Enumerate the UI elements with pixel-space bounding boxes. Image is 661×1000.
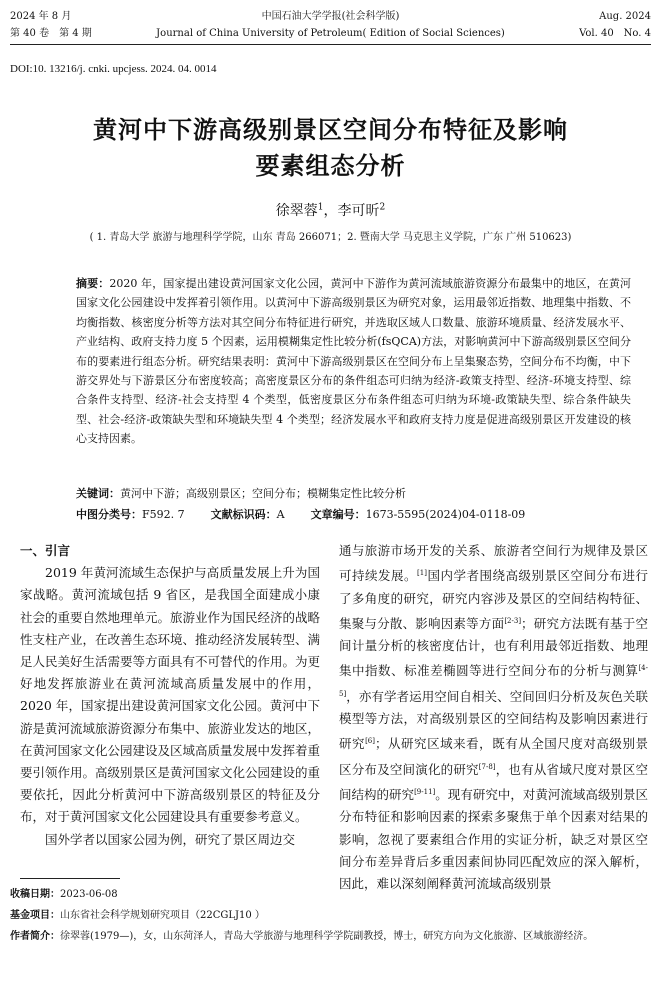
author-1-affil: 1 bbox=[317, 202, 324, 213]
doi: DOI:10. 13216/j. cnki. upcjess. 2024. 04. 0014 bbox=[10, 63, 217, 75]
classification-line bbox=[76, 506, 631, 522]
doc-code-label: 文献标识码： bbox=[210, 508, 277, 521]
fund-label: 基金项目： bbox=[10, 910, 60, 921]
paragraph-2: 国外学者以国家公园为例，研究了景区周边交 bbox=[45, 831, 296, 847]
paragraph-continued bbox=[339, 540, 648, 895]
title-line-2: 要素组态分析 bbox=[255, 152, 406, 180]
keywords-text: 黄河中下游；高级别景区；空间分布；模糊集定性比较分析 bbox=[120, 487, 406, 500]
section-heading: 一、引言 bbox=[20, 543, 71, 558]
paragraph-1: 2019 年黄河流域生态保护与高质量发展上升为国家战略。黄河流域包括 9 省区，是我国全面建成小康社会的重要自然地理单元。旅游业作为国民经济的战略性支柱产业，在改善生态环境、推动经济发展转型、满足人民美好生活需要等方面具有不可替代的作用。为更好地发挥旅游业在黄河流域高质量发展中的作用，2020 年，国家提出建设黄河国家文化公园。黄河中下游是黄河流域旅游资源分布集中、旅游业发达的地区，在黄河国家文化公园建设及区域高质量发展中发挥着重要引领作用。高级别景区是黄河国家文化公园建设的重要依托，因此分析黄河中下游高级别景区的特征及分布，对于黄河国家文化公园建设具有重要参考意义。 bbox=[20, 565, 321, 825]
author-separator: ， bbox=[323, 203, 338, 219]
text-segment: 。现有研究中，对黄河流域高级别景区分布特征和影响因素的探索多聚焦于单个因素对结果的影响，忽视了要素组合作用的实证分析，缺乏对景区空间分布差异背后多重因素间协同匹配效应的深入解析，因此，难以深刻阐释黄河流域高级别景 bbox=[339, 787, 648, 891]
received-value: 2023-06-08 bbox=[60, 889, 118, 900]
author-2: 李可昕 bbox=[337, 203, 380, 219]
header-volume: 第 40 卷 第 4 期 bbox=[10, 28, 92, 39]
citation-ref: [9-11] bbox=[414, 787, 436, 796]
text-segment: 通与旅游市场开发的关系、旅游者空间行为规律及景区可持续发展。 bbox=[339, 543, 648, 584]
header-right bbox=[579, 8, 651, 42]
citation-ref: [7-8] bbox=[478, 762, 496, 771]
abstract-label: 摘要： bbox=[76, 277, 110, 290]
text-segment: ；从研究区域来看，既有从全国尺度对高级别景区分布及空间演化的研究 bbox=[339, 736, 648, 777]
fund-value: 山东省社会科学规划研究项目（22CGLJ10 ） bbox=[60, 910, 265, 921]
article-no-value: 1673-5595(2024)04-0118-09 bbox=[365, 508, 526, 521]
header-date: 2024 年 8 月 bbox=[10, 11, 72, 22]
keywords bbox=[76, 485, 631, 501]
text-segment: ，亦有学者运用空间自相关、空间回归分析及灰色关联模型等方法，对高级别景区的空间结构及影响因素进行研究 bbox=[339, 688, 648, 752]
citation-ref: [1] bbox=[417, 569, 427, 578]
author-2-affil: 2 bbox=[379, 202, 386, 213]
author-bio bbox=[10, 926, 647, 947]
right-column bbox=[339, 540, 648, 895]
affiliation: ( 1. 青岛大学 旅游与地理科学学院，山东 青岛 266071；2. 暨南大学 马克思主义学院，广东 广州 510623) bbox=[89, 232, 572, 243]
title-line-1: 黄河中下游高级别景区空间分布特征及影响 bbox=[93, 116, 568, 144]
clc-label: 中图分类号： bbox=[76, 508, 142, 521]
footnote-divider bbox=[20, 878, 120, 879]
citation-ref: [6] bbox=[365, 737, 375, 746]
header-center bbox=[10, 8, 651, 42]
citation-ref: [2-3] bbox=[504, 616, 522, 625]
text-segment: ；研究方法既有基于空间计量分析的核密度估计，也有利用最邻近指数、地理集中指数、标准差椭圆等进行空间分布的分析与测算 bbox=[339, 615, 648, 679]
text-segment: 国内学者围绕高级别景区空间分布进行了多角度的研究，研究内容涉及景区的空间结构特征、集聚与分散、影响因素等方面 bbox=[339, 568, 648, 631]
funding bbox=[10, 905, 647, 926]
running-header bbox=[10, 8, 651, 45]
bio-label: 作者简介： bbox=[10, 931, 60, 942]
author-list bbox=[0, 200, 661, 220]
header-date-en: Aug. 2024 bbox=[599, 11, 651, 22]
received-date bbox=[10, 884, 647, 905]
author-1: 徐翠蓉 bbox=[275, 203, 318, 219]
received-label: 收稿日期： bbox=[10, 889, 60, 900]
abstract-text: 2020 年，国家提出建设黄河国家文化公园，黄河中下游作为黄河流域旅游资源分布最集中的地区，在黄河国家文化公园建设中发挥着引领作用。以黄河中下游高级别景区为研究对象，运用最邻近指数、地理集中指数、不均衡指数、核密度分析等方法对其空间分布特征进行研究，并选取区域人口数量、旅游环境质量、经济发展水平、产业结构、政府支持力度 5 个因素，运用模糊集定性比较分析(fsQCA)方法，对影响黄河中下游高级别景区空间分布的要素进行组态分析。研究结果表明：黄河中下游高级别景区在空间分布上呈集聚态势，空间分布不均衡，中下游交界处与下游景区分布密度较高；高密度景区分布的条件组态可归纳为经济-政策支持型、经济-环境支持型、综合条件支持型、经济-社会支持型 4 个类型，低密度景区分布条件组态可归纳为环境-政策缺失型、综合条件缺失型、社会-经济-政策缺失型和环境缺失型 4 个类型；经济发展水平和政府支持力度是促进高级别景区开发建设的核心支持因素。 bbox=[76, 277, 631, 446]
text-segment: ，也有从省域尺度对景区空间结构的研究 bbox=[339, 761, 648, 803]
journal-name-cn: 中国石油大学学报(社会科学版) bbox=[261, 11, 400, 22]
article-no-label: 文章编号： bbox=[310, 508, 366, 521]
footnote bbox=[10, 884, 647, 947]
journal-name-en: Journal of China University of Petroleum( Edition of Social Sciences) bbox=[156, 28, 505, 39]
bio-value: 徐翠蓉(1979—)，女，山东菏泽人，青岛大学旅游与地理科学学院副教授，博士，研究方向为文化旅游、区域旅游经济。 bbox=[60, 931, 594, 942]
citation-ref: [4-5] bbox=[339, 664, 648, 698]
keywords-label: 关键词： bbox=[76, 487, 120, 500]
doc-code-value: A bbox=[276, 508, 285, 521]
header-volume-en: Vol. 40 No. 4 bbox=[579, 28, 651, 39]
clc-value: F592. 7 bbox=[142, 508, 185, 521]
paper-title bbox=[20, 112, 641, 184]
abstract bbox=[76, 274, 631, 449]
left-column bbox=[20, 540, 320, 851]
